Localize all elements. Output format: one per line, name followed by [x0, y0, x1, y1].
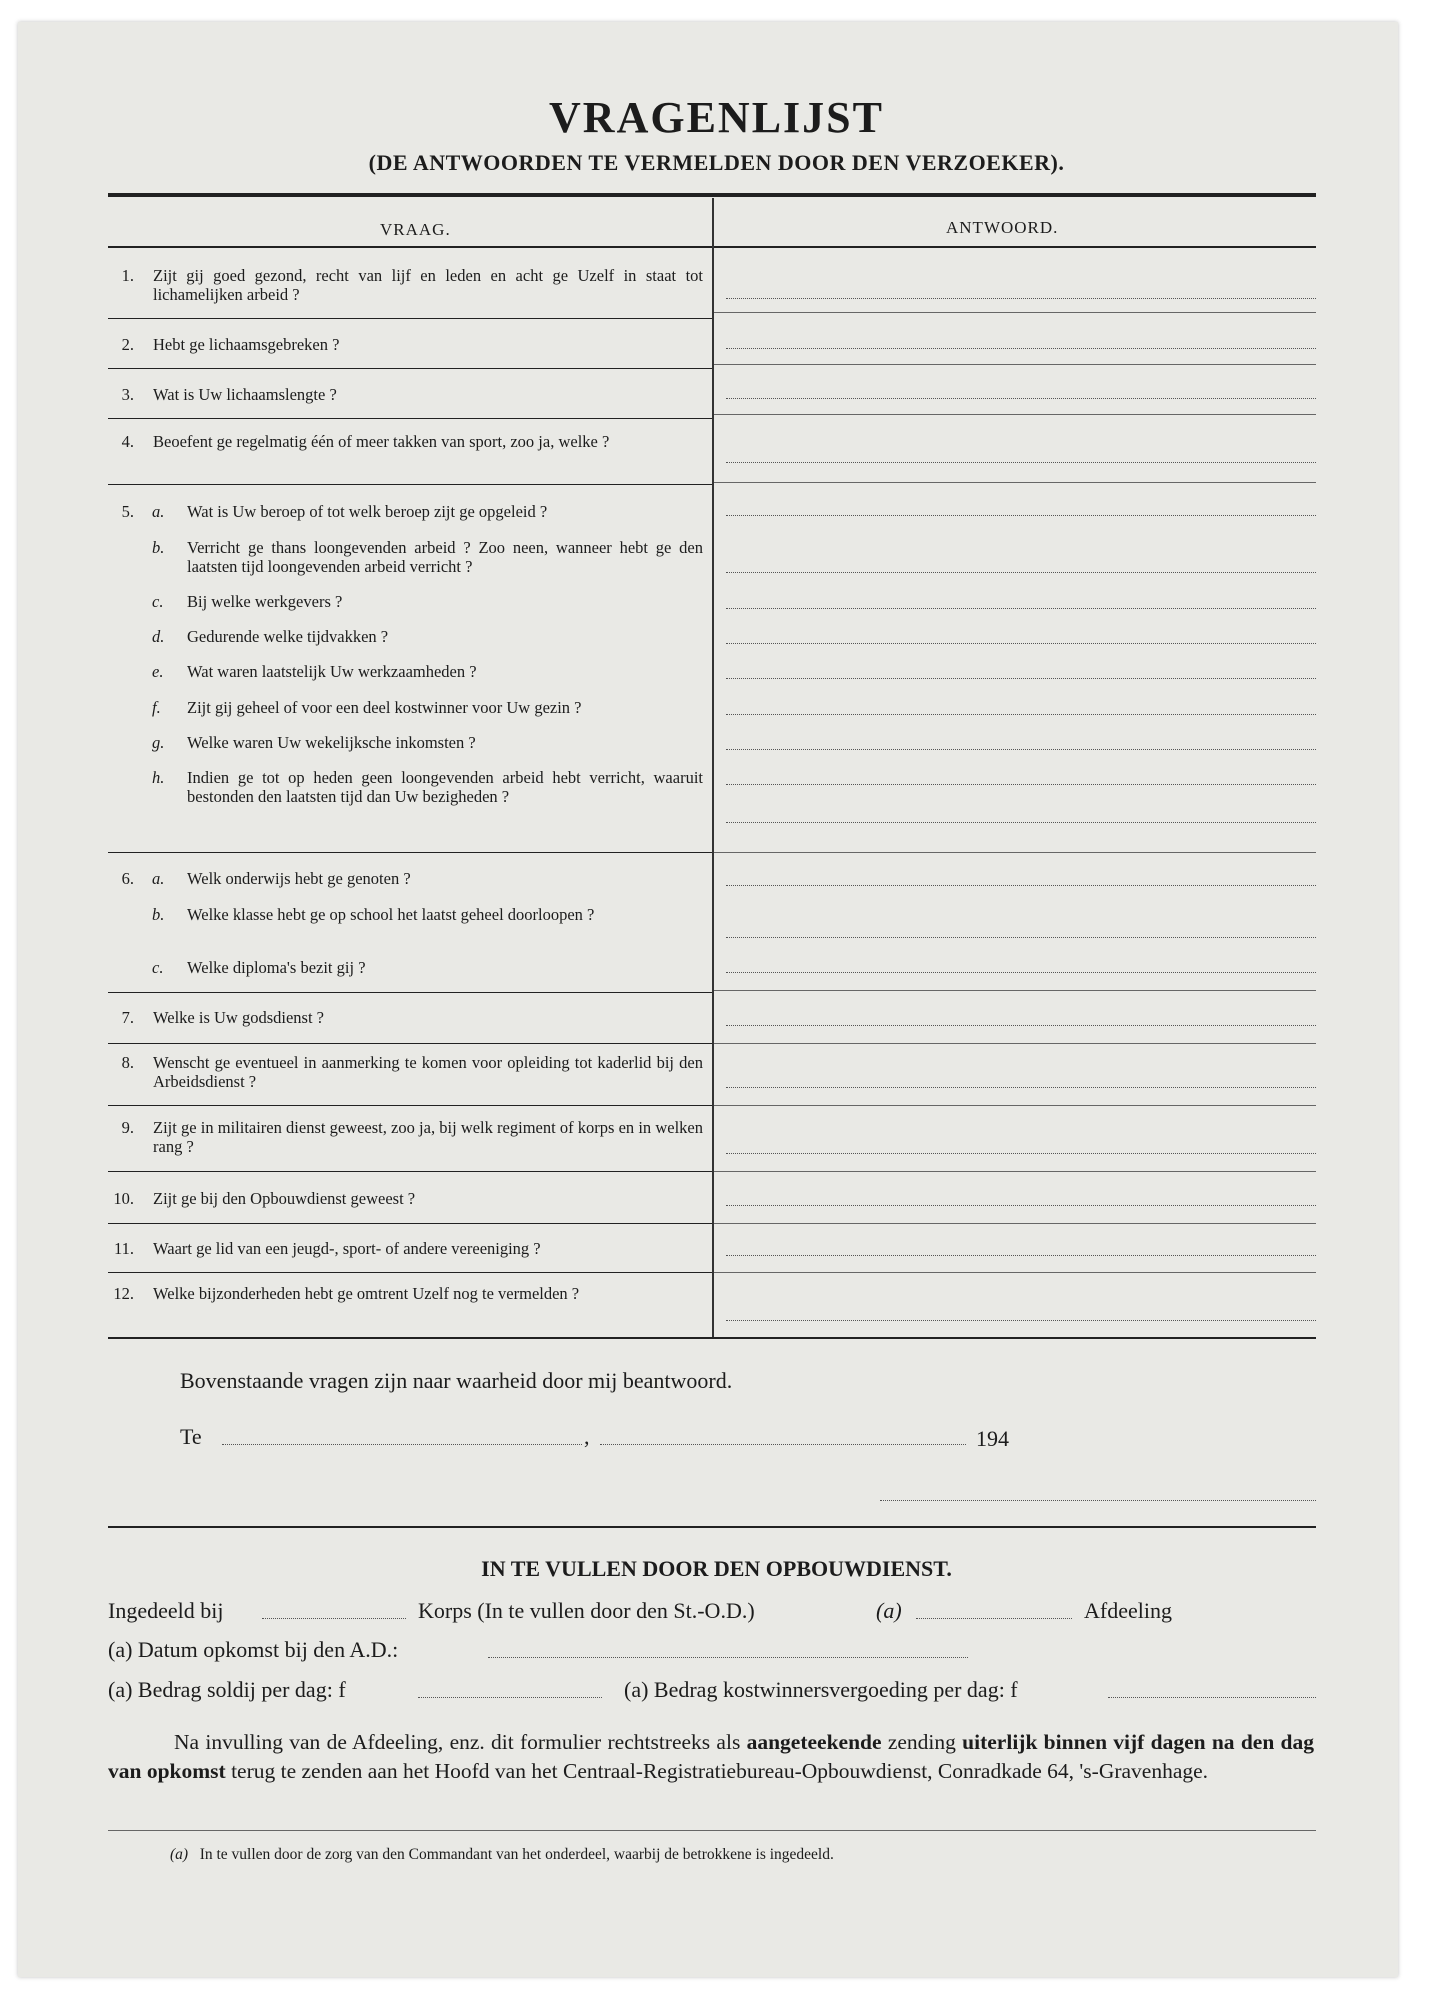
comma: , — [584, 1424, 590, 1449]
question-5h-text: Indien ge tot op heden geen loongevenden arbeid hebt verricht, waaruit bestonden den laatsten tijd dan Uw bezigheden ? — [187, 768, 703, 806]
answer-field-q9[interactable] — [726, 1153, 1316, 1154]
sub-letter: b. — [152, 905, 165, 924]
sub-letter: c. — [152, 592, 164, 611]
question-4-text: Beoefent ge regelmatig één of meer takken van sport, zoo ja, welke ? — [153, 432, 610, 451]
kostwinner-field[interactable] — [1108, 1697, 1316, 1698]
soldij-field[interactable] — [418, 1697, 602, 1698]
answer-rule — [714, 852, 1316, 853]
question-9-text: Zijt ge in militairen dienst geweest, zoo ja, bij welk regiment of korps en in welken rang ? — [153, 1118, 703, 1156]
place-field[interactable] — [222, 1444, 582, 1445]
row-rule — [108, 852, 712, 853]
question-number: 2. — [121, 335, 134, 354]
korps-label: Korps (In te vullen door den St.-O.D.) — [418, 1598, 755, 1623]
answer-field-q7[interactable] — [726, 1025, 1316, 1026]
answer-field-q3[interactable] — [726, 398, 1316, 399]
question-number: 10. — [113, 1189, 134, 1208]
row-rule — [108, 1043, 712, 1044]
answer-field-q6a[interactable] — [726, 885, 1316, 886]
answer-field-q1[interactable] — [726, 298, 1316, 299]
question-8-text: Wenscht ge eventueel in aanmerking te komen voor opleiding tot kaderlid bij den Arbeidsdienst ? — [153, 1053, 703, 1091]
answer-rule — [714, 312, 1316, 313]
sub-letter: e. — [152, 662, 164, 681]
answer-field-q5a[interactable] — [726, 515, 1316, 516]
answer-rule — [714, 1171, 1316, 1172]
footnote-text: In te vullen door de zorg van den Commandant van het onderdeel, waarbij de betrokkene is ingedeeld. — [199, 1846, 834, 1863]
answer-field-q11[interactable] — [726, 1255, 1316, 1256]
row-rule — [108, 1272, 712, 1273]
question-6c-text: Welke diploma's bezit gij ? — [187, 958, 366, 977]
answer-rule — [714, 364, 1316, 365]
question-5a-text: Wat is Uw beroep of tot welk beroep zijt ge opgeleid ? — [187, 502, 548, 521]
row-rule — [108, 992, 712, 993]
question-6b-text: Welke klasse hebt ge op school het laatst geheel doorloopen ? — [187, 905, 595, 924]
answer-rule — [714, 990, 1316, 991]
question-5g-text: Welke waren Uw wekelijksche inkomsten ? — [187, 733, 476, 752]
kostwinner-label: (a) Bedrag kostwinnersvergoeding per dag: f — [624, 1677, 1018, 1702]
question-number: 6. — [121, 869, 134, 888]
sub-letter: f. — [152, 698, 161, 717]
answer-field-q6c[interactable] — [726, 972, 1316, 973]
question-number: 3. — [121, 385, 134, 404]
question-number: 9. — [121, 1118, 134, 1137]
column-divider — [712, 198, 714, 1338]
answer-field-q4[interactable] — [726, 462, 1316, 463]
question-1-text: Zijt gij goed gezond, recht van lijf en leden en acht ge Uzelf in staat tot lichamelijken arbeid ? — [153, 266, 703, 304]
declaration-text: Bovenstaande vragen zijn naar waarheid door mij beantwoord. — [180, 1368, 733, 1393]
sub-letter: g. — [152, 733, 165, 752]
answer-rule — [714, 414, 1316, 415]
answer-field-q5h-2[interactable] — [726, 822, 1316, 823]
row-rule — [108, 1105, 712, 1106]
answer-field-q5g[interactable] — [726, 749, 1316, 750]
korps-field[interactable] — [916, 1618, 1072, 1619]
question-7-text: Welke is Uw godsdienst ? — [153, 1008, 324, 1027]
row-rule — [108, 484, 712, 485]
question-number: 11. — [113, 1239, 134, 1258]
a-mark: (a) — [876, 1598, 902, 1623]
instr-part-3: terug te zenden aan het Hoofd van het Centraal-Registratiebureau-Opbouwdienst, Conradkade 64, 's-Gravenhage. — [231, 1759, 1209, 1783]
row-rule — [108, 1171, 712, 1172]
question-3-text: Wat is Uw lichaamslengte ? — [153, 385, 337, 404]
answer-rule — [714, 482, 1316, 483]
answer-rule — [714, 1223, 1316, 1224]
ingedeeld-label: Ingedeeld bij — [108, 1598, 224, 1623]
answer-field-q5d[interactable] — [726, 643, 1316, 644]
answer-field-q10[interactable] — [726, 1205, 1316, 1206]
section-rule — [108, 1526, 1316, 1528]
answer-field-q5e[interactable] — [726, 678, 1316, 679]
question-number: 1. — [121, 266, 134, 285]
year-prefix: 194 — [976, 1426, 1009, 1451]
footnote-rule — [108, 1830, 1316, 1831]
footnote-mark: (a) — [170, 1846, 189, 1863]
soldij-label: (a) Bedrag soldij per dag: f — [108, 1677, 346, 1702]
answer-field-q12[interactable] — [726, 1320, 1316, 1321]
question-number: 7. — [121, 1008, 134, 1027]
question-12-text: Welke bijzonderheden hebt ge omtrent Uzelf nog te vermelden ? — [153, 1284, 580, 1303]
instr-part-2: zending — [887, 1730, 956, 1754]
datum-label: (a) Datum opkomst bij den A.D.: — [108, 1637, 399, 1662]
answer-field-q6b[interactable] — [726, 937, 1316, 938]
sub-letter: a. — [152, 502, 165, 521]
question-2-text: Hebt ge lichaamsgebreken ? — [153, 335, 340, 354]
footnote — [170, 1846, 834, 1864]
table-bottom-rule — [108, 1337, 1316, 1339]
question-5b-text: Verricht ge thans loongevenden arbeid ? Zoo neen, wanneer hebt ge den laatsten tijd loongevenden arbeid verricht ? — [187, 538, 703, 576]
form-title: VRAGENLIJST — [549, 93, 884, 142]
sub-letter: h. — [152, 768, 165, 787]
row-rule — [108, 418, 712, 419]
question-5d-text: Gedurende welke tijdvakken ? — [187, 627, 389, 646]
question-11-text: Waart ge lid van een jeugd-, sport- of andere vereeniging ? — [153, 1239, 541, 1258]
instructions — [108, 1728, 1314, 1786]
sub-letter: d. — [152, 627, 165, 646]
question-5c-text: Bij welke werkgevers ? — [187, 592, 343, 611]
question-6a-text: Welk onderwijs hebt ge genoten ? — [187, 869, 411, 888]
question-5e-text: Wat waren laatstelijk Uw werkzaamheden ? — [187, 662, 477, 681]
datum-field[interactable] — [488, 1657, 968, 1658]
question-number: 8. — [121, 1053, 134, 1072]
question-10-text: Zijt ge bij den Opbouwdienst geweest ? — [153, 1189, 416, 1208]
row-rule — [108, 1223, 712, 1224]
sub-letter: a. — [152, 869, 165, 888]
answer-field-q8[interactable] — [726, 1087, 1316, 1088]
answer-field-q5h[interactable] — [726, 784, 1316, 785]
answer-rule — [714, 1105, 1316, 1106]
answer-rule — [714, 1043, 1316, 1044]
signature-field[interactable] — [880, 1500, 1316, 1501]
row-rule — [108, 368, 712, 369]
afdeeling-label: Afdeeling — [1084, 1598, 1172, 1623]
instr-part-1: Na invulling van de Afdeeling, enz. dit formulier rechtstreeks als — [174, 1730, 741, 1754]
question-5f-text: Zijt gij geheel of voor een deel kostwinner voor Uw gezin ? — [187, 698, 582, 717]
table-top-rule — [108, 193, 1316, 197]
sub-letter: b. — [152, 538, 165, 557]
instr-bold-1: aangeteekende — [746, 1730, 882, 1754]
date-field[interactable] — [600, 1444, 966, 1445]
question-number: 5. — [121, 502, 134, 521]
answer-field-q5b[interactable] — [726, 572, 1316, 573]
section-heading: IN TE VULLEN DOOR DEN OPBOUWDIENST. — [481, 1556, 952, 1581]
answer-rule — [714, 1272, 1316, 1273]
instr-bold-2: uiterlijk binnen vijf dagen na den dag van opkomst — [108, 1730, 1315, 1783]
answer-field-q5f[interactable] — [726, 714, 1316, 715]
answer-field-q2[interactable] — [726, 348, 1316, 349]
place-label: Te — [180, 1424, 202, 1449]
ingedeeld-field[interactable] — [262, 1618, 406, 1619]
row-rule — [108, 318, 712, 319]
answer-field-q5c[interactable] — [726, 608, 1316, 609]
sub-letter: c. — [152, 958, 164, 977]
question-number: 4. — [121, 432, 134, 451]
form-subtitle: (DE ANTWOORDEN TE VERMELDEN DOOR DEN VERZOEKER). — [368, 150, 1065, 175]
column-header-question: VRAAG. — [380, 220, 451, 239]
column-header-answer: ANTWOORD. — [946, 218, 1059, 237]
question-number: 12. — [113, 1284, 134, 1303]
